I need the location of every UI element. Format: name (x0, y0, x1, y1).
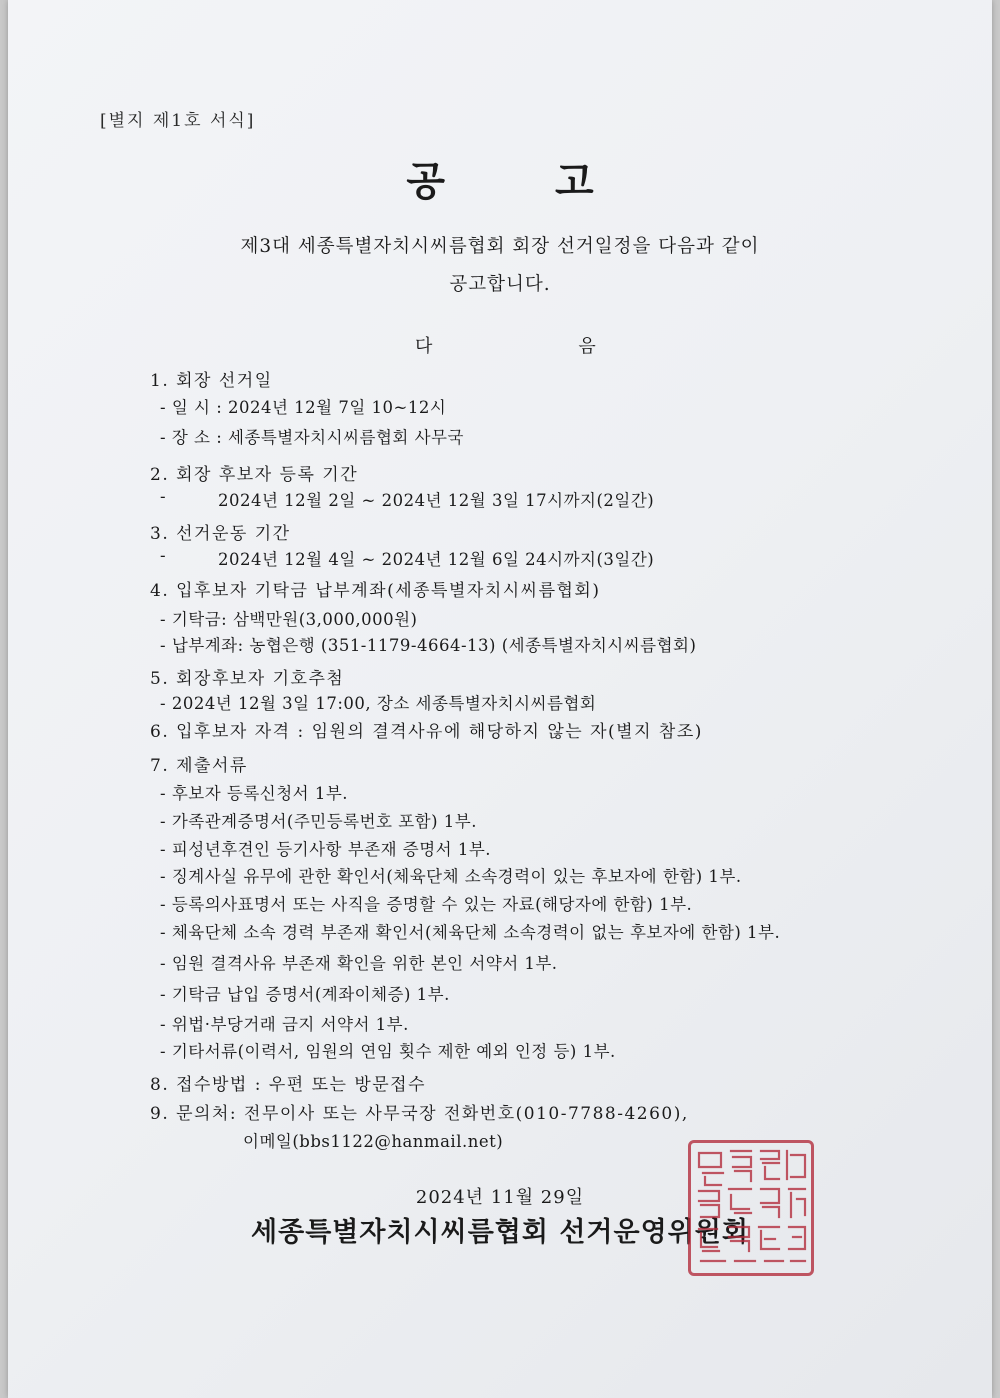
item-8-heading: 8. 접수방법 : 우편 또는 방문접수 (150, 1075, 427, 1095)
document-item: - 체육단체 소속 경력 부존재 확인서(체육단체 소속경력이 없는 후보자에 한함) 1부. (160, 923, 781, 942)
item-5-detail: - 2024년 12월 3일 17:00, 장소 세종특별자치시씨름협회 (160, 694, 597, 713)
document-item: - 등록의사표명서 또는 사직을 증명할 수 있는 자료(해당자에 한함) 1부. (160, 895, 693, 914)
document-item: - 기타서류(이력서, 임원의 연임 횟수 제한 예외 인정 등) 1부. (160, 1042, 616, 1061)
document-item: - 위법·부당거래 금지 서약서 1부. (160, 1015, 409, 1034)
item-3-dash: - (160, 546, 166, 565)
section-divider-heading (415, 332, 596, 358)
item-3-heading: 3. 선거운동 기간 (150, 524, 291, 544)
document-title: 공고 (406, 158, 704, 205)
official-seal-stamp (688, 1140, 814, 1276)
document-item: - 가족관계증명서(주민등록번호 포함) 1부. (160, 812, 477, 831)
item-7-heading: 7. 제출서류 (150, 756, 248, 776)
item-3-period (160, 546, 655, 569)
document-item: - 임원 결격사유 부존재 확인을 위한 본인 서약서 1부. (160, 954, 558, 973)
item-2-period-value: 2024년 12월 2일 ~ 2024년 12월 3일 17시까지(2일간) (218, 491, 655, 510)
intro-paragraph (0, 228, 1000, 304)
item-2-dash: - (160, 487, 166, 506)
seal-glyph-pattern (691, 1143, 811, 1273)
document-item: - 후보자 등록신청서 1부. (160, 784, 349, 803)
item-4-heading: 4. 입후보자 기탁금 납부계좌(세종특별자치시씨름협회) (150, 581, 601, 601)
intro-line-2: 공고합니다. (449, 274, 551, 295)
item-5-heading: 5. 회장후보자 기호추첨 (150, 669, 345, 689)
document-item: - 기탁금 납입 증명서(계좌이체증) 1부. (160, 985, 450, 1004)
item-9-email: 이메일(bbs1122@hanmail.net) (243, 1132, 504, 1151)
item-4-account: - 납부계좌: 농협은행 (351-1179-4664-13) (세종특별자치시씨름협회) (160, 636, 697, 655)
document-item: - 피성년후견인 등기사항 부존재 증명서 1부. (160, 840, 492, 859)
item-6-heading: 6. 입후보자 자격 : 임원의 결격사유에 해당하지 않는 자(별지 참조) (150, 722, 703, 742)
divider-char-1: 다 (415, 336, 433, 357)
item-1-place: - 장 소 : 세종특별자치시씨름협회 사무국 (160, 428, 464, 447)
item-4-deposit: - 기탁금: 삼백만원(3,000,000원) (160, 610, 418, 629)
document-item: - 징계사실 유무에 관한 확인서(체육단체 소속경력이 있는 후보자에 한함) 1부. (160, 867, 742, 886)
item-2-period (160, 487, 655, 510)
issuing-organization: 세종특별자치시씨름협회 선거운영위원회 (251, 1217, 749, 1248)
item-2-heading: 2. 회장 후보자 등록 기간 (150, 465, 359, 485)
item-1-heading: 1. 회장 선거일 (150, 371, 273, 391)
issue-date: 2024년 11월 29일 (415, 1187, 585, 1208)
item-9-heading: 9. 문의처: 전무이사 또는 사무국장 전화번호(010-7788-4260), (150, 1104, 689, 1124)
intro-line-1: 제3대 세종특별자치시씨름협회 회장 선거일정을 다음과 같이 (240, 236, 760, 257)
divider-char-2: 음 (578, 336, 596, 357)
item-3-period-value: 2024년 12월 4일 ~ 2024년 12월 6일 24시까지(3일간) (218, 550, 655, 569)
item-1-datetime: - 일 시 : 2024년 12월 7일 10~12시 (160, 398, 447, 417)
form-number-tag: [별지 제1호 서식] (100, 111, 256, 131)
